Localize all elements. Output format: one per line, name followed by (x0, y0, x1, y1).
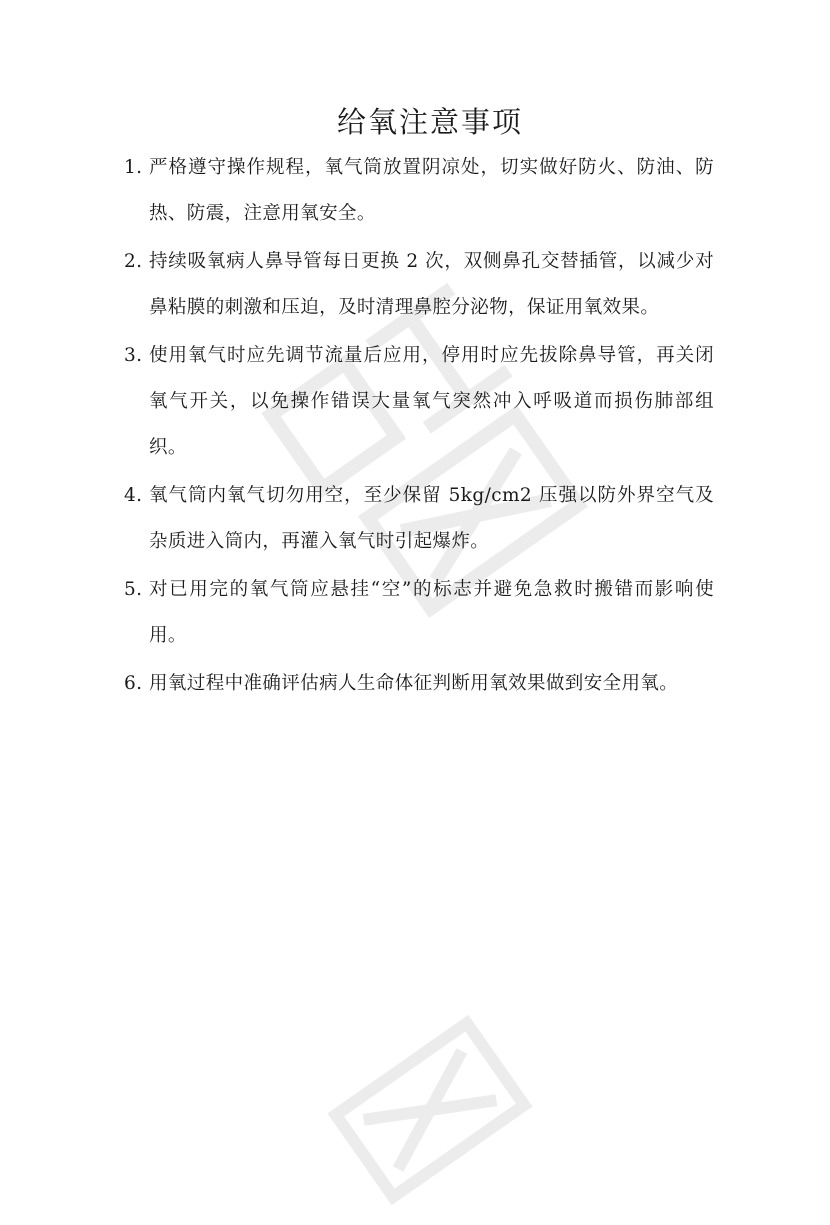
item-number: 2. (124, 251, 143, 272)
watermark-logo (308, 995, 552, 1224)
list-item (124, 145, 714, 237)
item-text: 持续吸氧病人鼻导管每日更换 2 次，双侧鼻孔交替插管，以减少对鼻粘膜的刺激和压迫，及时清理鼻腔分泌物，保证用氧效果。 (149, 251, 714, 318)
list-item (124, 567, 714, 659)
list-item (124, 661, 714, 707)
item-number: 5. (124, 579, 143, 600)
item-text: 使用氧气时应先调节流量后应用，停用时应先拔除鼻导管，再关闭氧气开关，以免操作错误大量氧气突然冲入呼吸道而损伤肺部组织。 (149, 345, 714, 458)
precautions-list (124, 145, 714, 709)
item-text: 严格遵守操作规程，氧气筒放置阴凉处，切实做好防火、防油、防热、防震，注意用氧安全。 (149, 157, 714, 224)
item-text: 氧气筒内氧气切勿用空，至少保留 5kg/cm2 压强以防外界空气及杂质进入筒内，再灌入氧气时引起爆炸。 (149, 485, 714, 552)
item-number: 4. (124, 485, 143, 506)
list-item (124, 473, 714, 565)
item-text: 对已用完的氧气筒应悬挂“空”的标志并避免急救时搬错而影响使用。 (149, 579, 714, 646)
list-item (124, 333, 714, 471)
item-number: 1. (124, 157, 143, 178)
page-title: 给氧注意事项 (336, 105, 523, 139)
item-number: 6. (124, 673, 143, 694)
item-text: 用氧过程中准确评估病人生命体征判断用氧效果做到安全用氧。 (149, 673, 679, 694)
item-number: 3. (124, 345, 143, 366)
list-item (124, 239, 714, 331)
